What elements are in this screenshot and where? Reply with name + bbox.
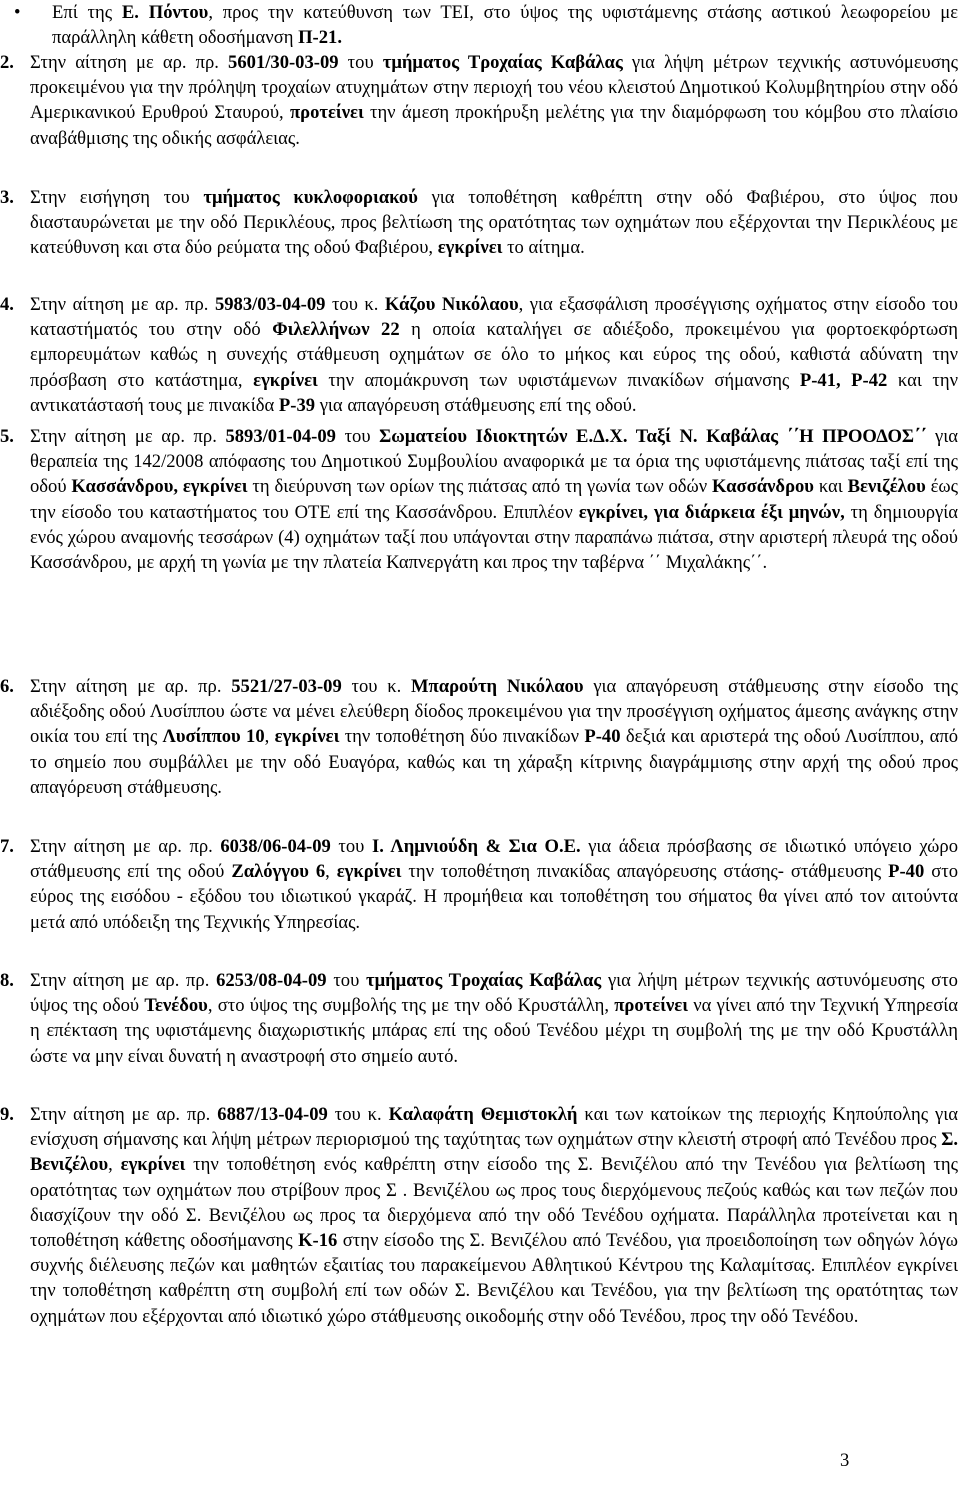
text-run: του bbox=[338, 52, 383, 73]
text-run: , bbox=[108, 1154, 121, 1176]
list-item-number: 9. bbox=[0, 1104, 14, 1125]
bold-text-run: Κασσάνδρου, εγκρίνει bbox=[71, 476, 248, 498]
text-run: τη διεύρυνση των ορίων της πιάτσας από τη γωνία των οδών bbox=[247, 476, 713, 498]
text-run: και την αντικατάστασή τους με πινακίδα bbox=[30, 369, 958, 416]
bold-text-run: εγκρίνει bbox=[437, 237, 503, 259]
bold-text-run: εγκρίνει bbox=[274, 726, 340, 748]
list-item-text bbox=[30, 185, 958, 261]
bold-text-run: Τενέδου bbox=[144, 995, 208, 1017]
list-item bbox=[0, 674, 960, 800]
text-run: , προς την κατεύθυνση των ΤΕΙ, στο ύψος της υφιστάμενης στάσης αστικού λεωφορείου με παράλληλη κάθετη οδοσήμανση bbox=[52, 2, 959, 49]
bullet-mark: • bbox=[14, 2, 21, 23]
text-run: για τοποθέτηση καθρέπτη στην οδό Φαβιέρου, στο ύψος που διασταυρώνεται με την οδό Περικλέους, προς βελτίωση της ορατότητας των οχημάτων που εξέρχονται την Περικλέους με κατεύθυνση και στα δύο ρεύματα της οδού Φαβιέρου, bbox=[30, 187, 959, 259]
bold-text-run: Ρ-39 bbox=[278, 394, 316, 416]
text-run: Επί της bbox=[52, 2, 122, 23]
text-run: , bbox=[325, 861, 337, 883]
text-run: , για εξασφάλιση προσέγγισης οχήματος στην είσοδο του καταστήματός του στην οδό bbox=[30, 294, 958, 341]
bold-text-run: Κ-16 bbox=[298, 1230, 338, 1252]
bold-text-run: Φιλελλήνων 22 bbox=[272, 319, 400, 341]
bold-text-run: Κάζου Νικόλαου bbox=[384, 294, 519, 315]
text-run: έως την είσοδο του καταστήματος του ΟΤΕ επί της Κασσάνδρου. Επιπλέον bbox=[30, 476, 959, 523]
text-run: για λήψη μέτρων τεχνικής αστυνόμευσης προκειμένου για την πρόληψη τροχαίων ατυχημάτων στην περιοχή του νέου κλειστού Δημοτικού Κολυμβητηρίου στην οδό Αμερικανικού Ερυθρού Σταυρού, bbox=[30, 52, 959, 124]
text-run: , στο ύψος της συμβολής της με την οδό Κρυστάλλη, bbox=[207, 995, 615, 1017]
page-number: 3 bbox=[840, 1450, 850, 1471]
bold-text-run: Σ. Βενιζέλου bbox=[30, 1129, 958, 1176]
text-run: Στην εισήγηση του bbox=[30, 187, 204, 208]
text-run: Στην αίτηση με αρ. πρ. bbox=[30, 970, 217, 991]
text-run: η οποία καταλήγει σε αδιέξοδο, προκειμένου για φορτοεκφόρτωση εμπορευμάτων καθώς η συνεχής στάθμευση οχημάτων σε όλο το μήκος και εύρος της οδού, καθιστά αδύνατη την πρόσβαση στο κατάστημα, bbox=[30, 319, 958, 391]
bold-text-run: Σωματείου Ιδιοκτητών Ε.Δ.Χ. Ταξί Ν. Καβάλας ΄΄Η ΠΡΟΟΔΟΣ΄΄ bbox=[379, 426, 927, 447]
bold-text-run: Ζαλόγγου 6 bbox=[231, 861, 326, 883]
list-item-number: 2. bbox=[0, 52, 14, 73]
text-run: Στην αίτηση με αρ. πρ. bbox=[30, 676, 232, 697]
bold-text-run: 5893/01-04-09 bbox=[225, 426, 336, 447]
list-item-text bbox=[30, 968, 958, 1069]
list-item bbox=[0, 1102, 960, 1329]
list-item-text bbox=[30, 834, 958, 935]
list-item bbox=[0, 185, 960, 261]
bold-text-run: εγκρίνει bbox=[336, 861, 402, 883]
text-run: στην είσοδο της Σ. Βενιζέλου από Τενέδου, για προειδοποίηση των οδηγών λόγω συχνής διέλευσης πεζών και μαθητών εξαιτίας του παρακείμενου Αθλητικού Κέντρου της Καλαμίτσας. Επιπλέον εγκρίνει την τοποθέτηση καθρέπτη στη συμβολή επί των οδών Σ. Βενιζέλου και Τενέδου, για την βελτίωση της ορατότητας των οχημάτων που εξέρχονται από ιδιωτικό χώρο στάθμευσης οικοδομής στην οδό Τενέδου, προς την οδό Τενέδου. bbox=[30, 1230, 958, 1327]
text-run: τη δημιουργία ενός χώρου αναμονής τεσσάρων (4) οχημάτων ταξί που υπάγονται στην παραπάνω πιάτσα, στην αριστερή πλευρά της οδού Κασσάνδρου, με αρχή τη γωνία με την πλατεία Καπνεργάτη και προς την ταβέρνα ΄΄ Μιχαλάκης΄΄. bbox=[30, 501, 958, 574]
text-run: Στην αίτηση με αρ. πρ. bbox=[30, 1104, 218, 1125]
bold-text-run: Ι. Λημνιούδη & Σια Ο.Ε. bbox=[371, 836, 581, 857]
bold-text-run: εγκρίνει bbox=[120, 1154, 186, 1176]
list-item bbox=[0, 424, 960, 575]
text-run: του κ. bbox=[327, 1104, 389, 1125]
bullet-text bbox=[52, 0, 958, 50]
text-run: για απαγόρευση στάθμευσης επί της οδού. bbox=[315, 394, 637, 416]
text-run: την απομάκρυνση των υφιστάμενων πινακίδων σήμανσης bbox=[317, 369, 800, 391]
text-run: του κ. bbox=[325, 294, 385, 315]
text-run: του bbox=[335, 426, 380, 447]
bold-text-run: Καλαφάτη Θεμιστοκλή bbox=[388, 1104, 578, 1125]
bold-text-run: Ρ-40 bbox=[584, 726, 621, 748]
bold-text-run: Κασσάνδρου bbox=[712, 476, 814, 498]
text-run: για θεραπεία της 142/2008 απόφασης του Δημοτικού Συμβουλίου αναφορικά με τα όρια της υφιστάμενης πιάτσας ταξί επί της οδού bbox=[30, 426, 959, 498]
text-run: του κ. bbox=[341, 676, 411, 697]
bold-text-run: Μπαρούτη Νικόλαου bbox=[410, 676, 584, 697]
list-item bbox=[0, 968, 960, 1069]
text-run: του bbox=[330, 836, 372, 857]
bold-text-run: 5601/30-03-09 bbox=[228, 52, 339, 73]
bold-text-run: Ρ-40 bbox=[888, 861, 925, 883]
list-item-text bbox=[30, 1102, 958, 1329]
text-run: για άδεια πρόσβασης σε ιδιωτικό υπόγειο χώρο στάθμευσης επί της οδού bbox=[30, 836, 958, 883]
list-item-text bbox=[30, 424, 958, 575]
list-item-number: 5. bbox=[0, 426, 14, 447]
bold-text-run: 6253/08-04-09 bbox=[216, 970, 327, 991]
list-item-number: 3. bbox=[0, 187, 14, 208]
text-run: δεξιά και αριστερά της οδού Λυσίππου, από το σημείο που συμβάλλει με την οδό Ευαγόρα, καθώς και τη χάραξη κίτρινης διαγράμμισης στην αρχή της οδού προς απαγόρευση στάθμευσης. bbox=[30, 726, 958, 798]
bold-text-run: προτείνει bbox=[614, 995, 688, 1017]
list-item-number: 8. bbox=[0, 970, 14, 991]
text-run: την τοποθέτηση δύο πινακίδων bbox=[339, 726, 585, 748]
bold-text-run: 6038/06-04-09 bbox=[220, 836, 331, 857]
text-run: το αίτημα. bbox=[502, 237, 585, 259]
bold-text-run: 5983/03-04-09 bbox=[214, 294, 326, 315]
bullet-paragraph bbox=[0, 0, 960, 50]
bold-text-run: Βενιζέλου bbox=[847, 476, 926, 498]
text-run: και των κατοίκων της περιοχής Κηπούπολης για ενίσχυση σήμανσης και λήψη μέτρων περιορισμού της ταχύτητας των οχημάτων στην κλειστή στροφή από Τενέδου προς bbox=[30, 1104, 958, 1151]
bold-text-run: Ε. Πόντου bbox=[121, 2, 209, 23]
text-run: για απαγόρευση στάθμευσης στην είσοδο της αδιέξοδης οδού Λυσίππου ώστε να μένει ελεύθερη δίοδος προκειμένου για την προσέγγιση οχήματος άμεσης ανάγκης στην οικία του επί της bbox=[30, 676, 958, 748]
list-item-number: 7. bbox=[0, 836, 14, 857]
list-item bbox=[0, 50, 960, 151]
bold-text-run: τμήματος κυκλοφοριακού bbox=[203, 187, 418, 208]
bold-text-run: τμήματος Τροχαίας Καβάλας bbox=[366, 970, 602, 991]
text-run: , bbox=[264, 726, 275, 748]
list-item bbox=[0, 834, 960, 935]
text-run: Στην αίτηση με αρ. πρ. bbox=[30, 294, 215, 315]
text-run: για λήψη μέτρων τεχνικής αστυνόμευσης στο ύψος της οδού bbox=[30, 970, 958, 1017]
bold-text-run: προτείνει bbox=[289, 102, 364, 124]
text-run: Στην αίτηση με αρ. πρ. bbox=[30, 426, 226, 447]
list-item-text bbox=[30, 674, 958, 800]
text-run: στο εύρος της εισόδου - εξόδου του ιδιωτικού γκαράζ. Η προμήθεια και τοποθέτηση του σήματος θα γίνει από τον αιτούντα μετά από υπόδειξη της Τεχνικής Υπηρεσίας. bbox=[30, 861, 959, 933]
list-item bbox=[0, 292, 960, 418]
text-run: την τοποθέτηση ενός καθρέπτη στην είσοδο της Σ. Βενιζέλου από την Τενέδου για βελτίωση της ορατότητας των οχημάτων που στρίβουν προς Σ . Βενιζέλου ως προς τους διερχόμενους πεζούς καθώς και των πεζών που διασχίζουν την οδό Σ. Βενιζέλου ως προς τα διερχόμενα από την οδό Τενέδου οχήματα. Παράλληλα προτείνεται και η τοποθέτηση κάθετης οδοσήμανσης bbox=[30, 1154, 958, 1252]
list-item-text bbox=[30, 292, 958, 418]
bold-text-run: Λυσίππου 10 bbox=[162, 726, 265, 748]
bold-text-run: εγκρίνει, για διάρκεια έξι μηνών, bbox=[578, 501, 845, 523]
list-item-number: 6. bbox=[0, 676, 14, 697]
text-run: Στην αίτηση με αρ. πρ. bbox=[30, 836, 221, 857]
text-run: Στην αίτηση με αρ. πρ. bbox=[30, 52, 229, 73]
list-item-text bbox=[30, 50, 958, 151]
list-item-number: 4. bbox=[0, 294, 14, 315]
text-run: του bbox=[326, 970, 366, 991]
text-run: και bbox=[813, 476, 848, 498]
bold-text-run: Ρ-41, Ρ-42 bbox=[799, 369, 888, 391]
text-run: να γίνει από την Τεχνική Υπηρεσία η επέκταση της υφιστάμενης διαχωριστικής μπάρας επί της οδού Τενέδου μέχρι τη συμβολή της με την οδό Κρυστάλλη ώστε να μην είναι δυνατή η αναστροφή στο σημείο αυτό. bbox=[30, 995, 958, 1067]
bold-text-run: τμήματος Τροχαίας Καβάλας bbox=[382, 52, 623, 73]
bold-text-run: 6887/13-04-09 bbox=[217, 1104, 328, 1125]
text-run: την άμεση προκήρυξη μελέτης για την διαμόρφωση του κόμβου στο πλαίσιο αναβάθμισης της οδικής ασφάλειας. bbox=[30, 102, 958, 149]
bold-text-run: Π-21. bbox=[298, 27, 342, 49]
bold-text-run: 5521/27-03-09 bbox=[231, 676, 342, 697]
bold-text-run: εγκρίνει bbox=[253, 369, 318, 391]
text-run: την τοποθέτηση πινακίδας απαγόρευσης στάσης- στάθμευσης bbox=[401, 861, 889, 883]
